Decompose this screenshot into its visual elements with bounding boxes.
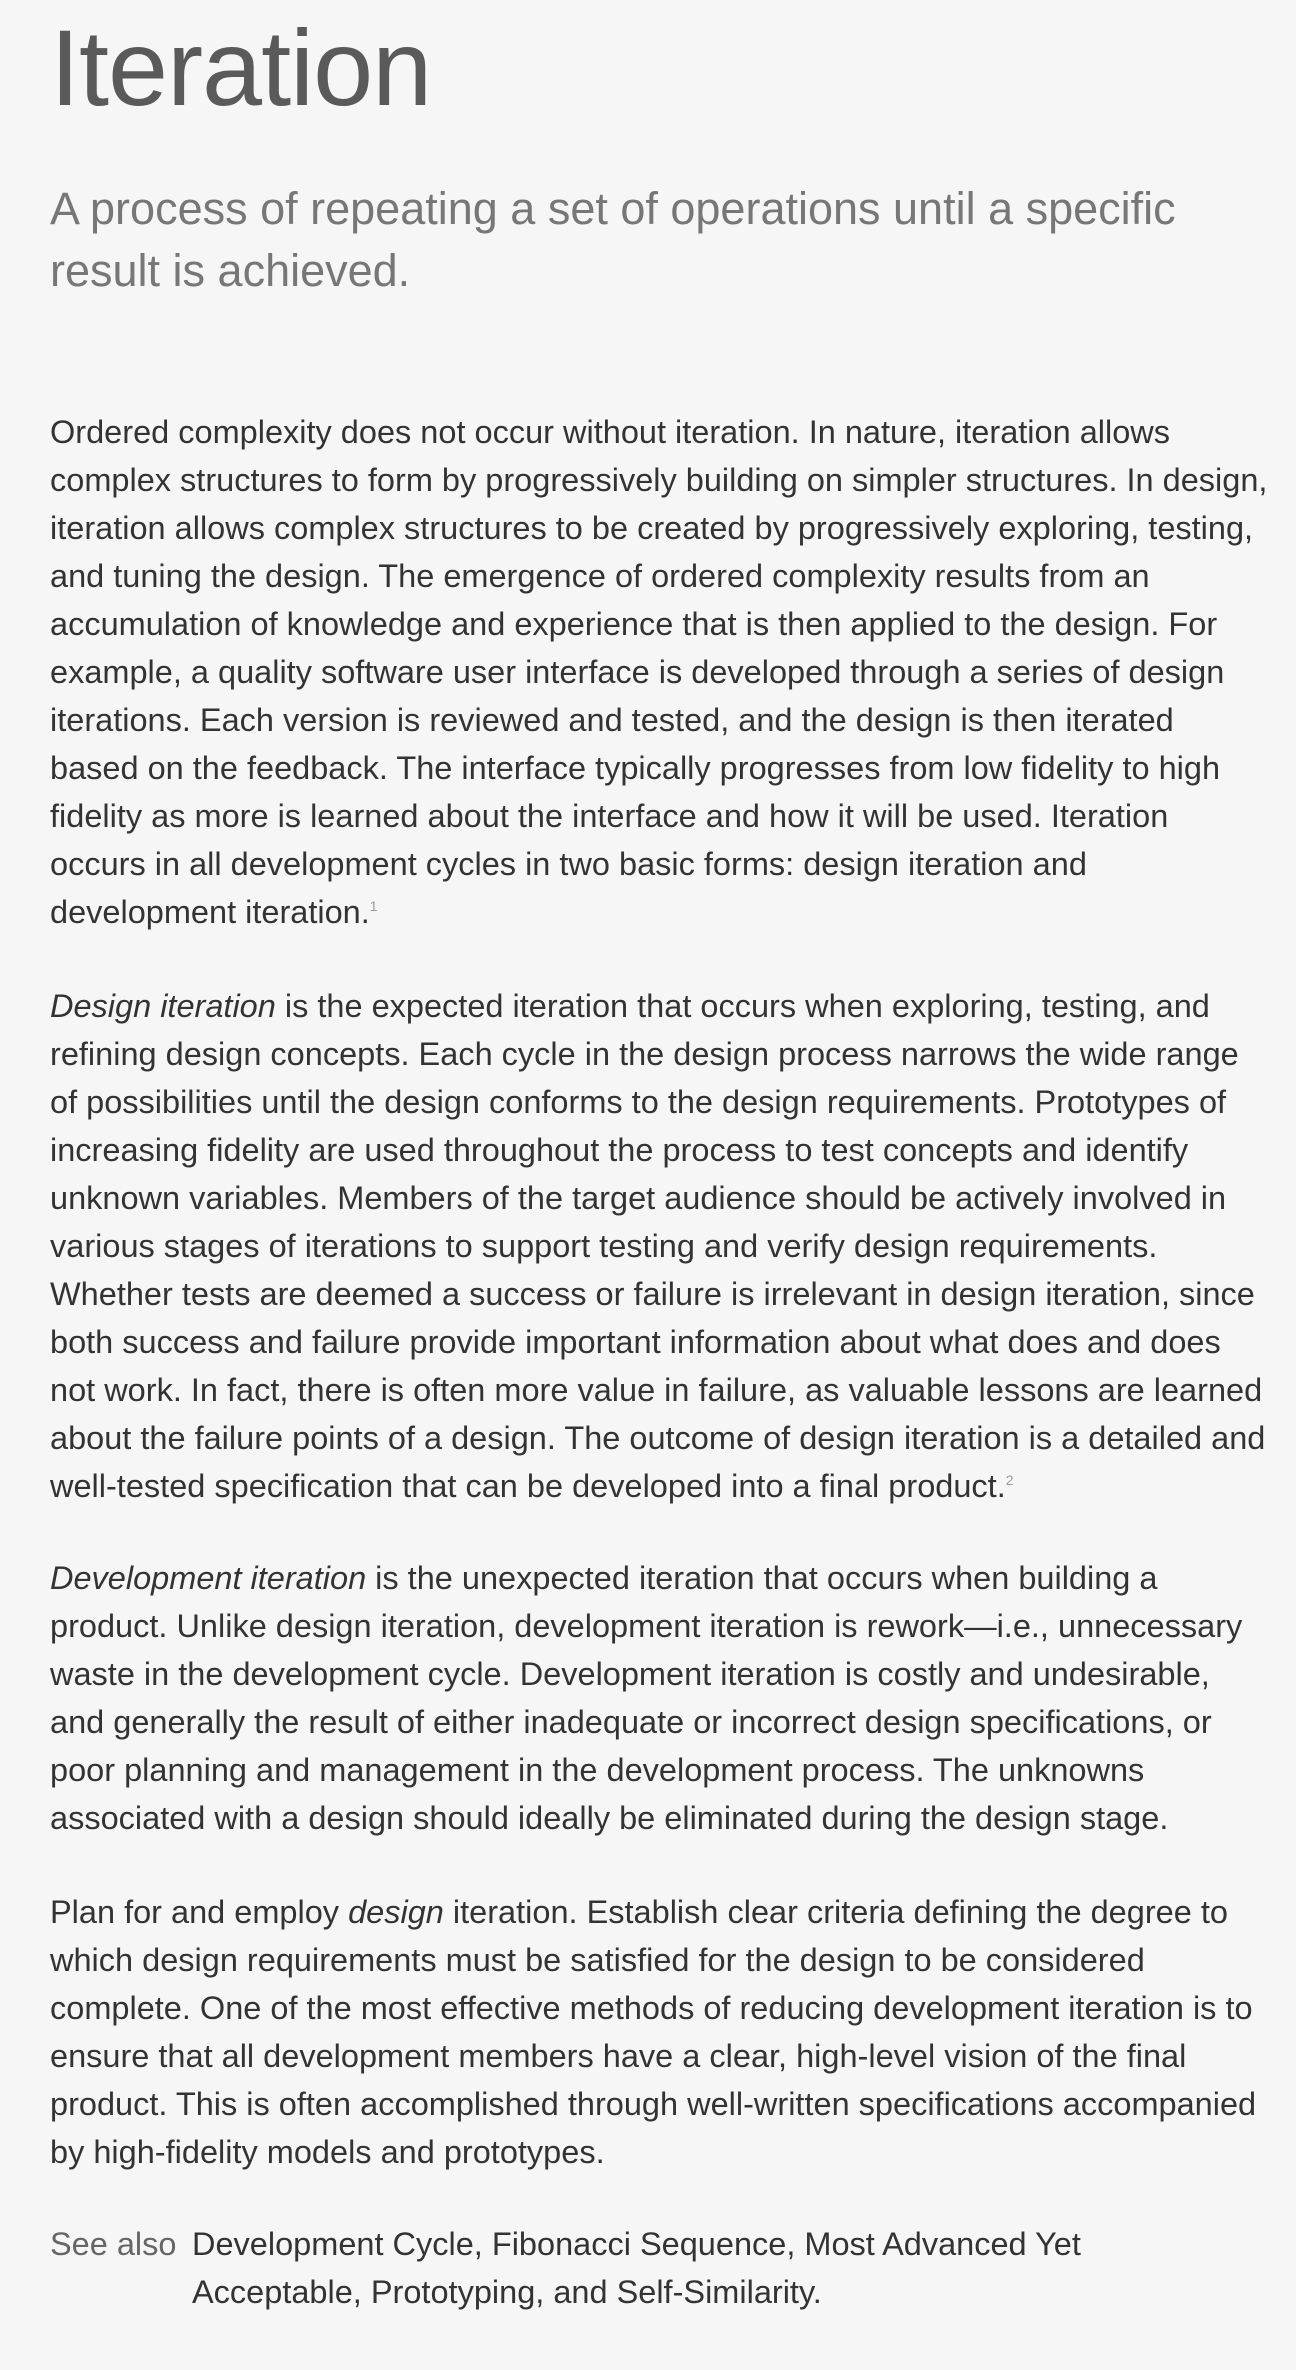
paragraph-4-emphasis: design (348, 1894, 444, 1930)
footnote-marker-1: 1 (369, 898, 378, 915)
see-also-references: Development Cycle, Fibonacci Sequence, Most Advanced Yet Acceptable, Prototyping, and Self-Similarity. (192, 2226, 1081, 2310)
paragraph-1-text: Ordered complexity does not occur without iteration. In nature, iteration allows complex structures to form by progressively building on simpler structures. In design, iteration allows complex structures to be created by progressively exploring, testing, and tuning the design. The emergence of ordered complexity results from an accumulation of knowledge and experience that is then applied to the design. For example, a quality software user interface is developed through a series of design iterations. Each version is reviewed and tested, and the design is then iterated based on the feedback. The interface typically progresses from low fidelity to high fidelity as more is learned about the interface and how it will be used. Iteration occurs in all development cycles in two basic forms: design iteration and development iteration. (50, 414, 1268, 930)
page-title: Iteration (50, 7, 432, 128)
paragraph-3-lead-term: Development iteration (50, 1560, 367, 1596)
paragraph-2-text: is the expected iteration that occurs when exploring, testing, and refining design concepts. Each cycle in the design process narrows the wide range of possibilities until the design conforms to the design requirements. Prototypes of increasing fidelity are used throughout the process to test concepts and identify unknown variables. Members of the target audience should be actively involved in various stages of iterations to support testing and verify design requirements. Whether tests are deemed a success or failure is irrelevant in design iteration, since both success and failure provide important information about what does and does not work. In fact, there is often more value in failure, as valuable lessons are learned about the failure points of a design. The outcome of design iteration is a detailed and well-tested specification that can be developed into a final product. (50, 988, 1266, 1504)
paragraph-2-lead-term: Design iteration (50, 988, 276, 1024)
see-also-label: See also (50, 2226, 177, 2262)
paragraph-3-text: is the unexpected iteration that occurs when building a product. Unlike design iteration, development iteration is rework—i.e., unnecessary waste in the development cycle. Development iteration is costly and undesirable, and generally the result of either inadequate or incorrect design specifications, or poor planning and management in the development process. The unknowns associated with a design should ideally be eliminated during the design stage. (50, 1560, 1243, 1836)
definition-subtitle: A process of repeating a set of operations until a specific result is achieved. (50, 183, 1176, 296)
paragraph-4-text-after: iteration. Establish clear criteria defining the degree to which design requirements must be satisfied for the design to be considered complete. One of the most effective methods of reducing development iteration is to ensure that all development members have a clear, high-level vision of the final product. This is often accomplished through well-written specifications accompanied by high-fidelity models and prototypes. (50, 1894, 1257, 2170)
body-paragraph-2 (50, 982, 1270, 1510)
body-paragraph-1 (50, 408, 1270, 936)
body-paragraph-4 (50, 1888, 1270, 2176)
footnote-marker-2: 2 (1005, 1472, 1014, 1489)
paragraph-4-text-before: Plan for and employ (50, 1894, 349, 1930)
body-paragraph-3 (50, 1554, 1270, 1842)
